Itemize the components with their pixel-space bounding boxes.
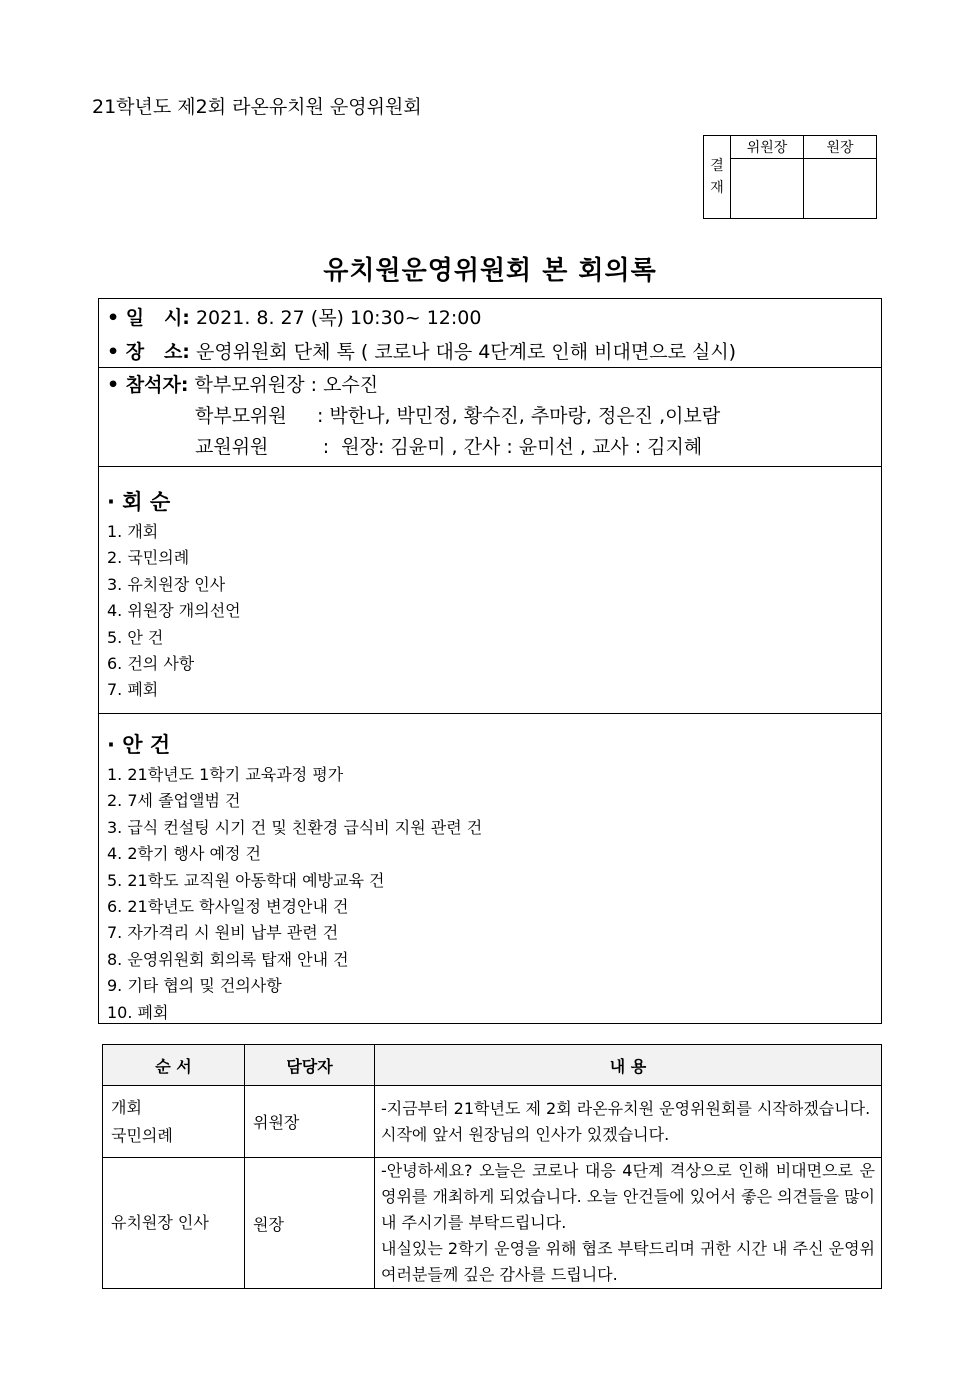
attendees-label: • 참석자:: [107, 374, 189, 396]
approval-label: [704, 136, 731, 219]
schedule-header-order: 순 서: [103, 1045, 245, 1086]
place-row: [107, 335, 881, 369]
agenda-heading: · 안 건: [107, 733, 171, 757]
date-place-section: [99, 299, 881, 368]
agenda-section: [99, 714, 881, 1023]
attendees-section: [99, 368, 881, 467]
date-value: 2021. 8. 27 (목) 10:30~ 12:00: [189, 307, 482, 329]
list-item: 3. 유치원장 인사: [107, 574, 226, 594]
meeting-label: 21학년도 제2회 라온유치원 운영위원회: [92, 96, 422, 118]
schedule-person-cell: 원장: [245, 1158, 375, 1289]
order-heading: · 회 순: [107, 490, 171, 514]
approval-jae: 재: [710, 180, 724, 196]
list-item: 5. 21학도 교직원 아동학대 예방교육 건: [107, 870, 385, 890]
schedule-content-cell: [375, 1086, 882, 1158]
list-item: 7. 자가격리 시 원비 납부 관련 건: [107, 923, 339, 943]
approval-col-director: 원장: [804, 136, 877, 159]
list-item: 5. 안 건: [107, 627, 164, 647]
list-item: 6. 건의 사항: [107, 653, 195, 673]
approval-gyeol: 결: [710, 158, 724, 174]
content-line: 시작에 앞서 원장님의 인사가 있겠습니다.: [381, 1124, 670, 1144]
list-item: 2. 7세 졸업앨범 건: [107, 791, 241, 811]
list-item: 8. 운영위원회 회의록 탑재 안내 건: [107, 949, 349, 969]
place-value: 운영위원회 단체 톡 ( 코로나 대응 4단계로 인해 비대면으로 실시): [189, 341, 737, 363]
list-item: 7. 폐회: [107, 680, 159, 700]
schedule-order-cell: [103, 1086, 245, 1158]
order-line: 유치원장 인사: [111, 1213, 209, 1232]
schedule-header-person: 담당자: [245, 1045, 375, 1086]
list-item: 6. 21학년도 학사일정 변경안내 건: [107, 896, 349, 916]
content-line: -안녕하세요? 오늘은 코로나 대응 4단계 격상으로 인해 비대면으로 운영위를 개최하게 되었습니다. 오늘 안건들에 있어서 좋은 의견들을 많이 내 주시기를 부탁드립니다.: [381, 1161, 875, 1232]
approval-sign-director: [804, 159, 877, 219]
approval-box: [703, 135, 877, 219]
schedule-content-cell: [375, 1158, 882, 1289]
info-box: [98, 298, 882, 1024]
approval-sign-chair: [731, 159, 804, 219]
place-label: • 장 소:: [107, 341, 190, 363]
list-item: 1. 개회: [107, 522, 159, 541]
order-section: [99, 467, 881, 714]
schedule-person-cell: 위원장: [245, 1086, 375, 1158]
list-item: 1. 21학년도 1학기 교육과정 평가: [107, 765, 344, 784]
content-line: 내실있는 2학기 운영을 위해 협조 부탁드리며 귀한 시간 내 주신 운영위 여러분들께 깊은 감사를 드립니다.: [381, 1239, 875, 1284]
date-row: [107, 301, 881, 335]
list-item: 4. 위원장 개의선언: [107, 601, 241, 621]
date-label: • 일 시:: [107, 307, 190, 329]
schedule-table: [102, 1044, 882, 1289]
list-item: 2. 국민의례: [107, 548, 190, 568]
list-item: 10. 폐회: [107, 1002, 169, 1022]
order-line: 개회: [111, 1097, 142, 1117]
attendees-line-1: 학부모위원장 : 오수진: [188, 374, 379, 396]
schedule-order-cell: [103, 1158, 245, 1289]
table-row: [103, 1086, 882, 1158]
content-line: -지금부터 21학년도 제 2회 라온유치원 운영위원회를 시작하겠습니다.: [381, 1098, 871, 1118]
attendees-line-3: 교원위원 : 원장: 김윤미 , 간사 : 윤미선 , 교사 : 김지혜: [195, 436, 703, 458]
approval-col-chair: 위원장: [731, 136, 804, 159]
schedule-header-content: 내 용: [375, 1045, 882, 1086]
list-item: 3. 급식 컨설팅 시기 건 및 친환경 급식비 지원 관련 건: [107, 817, 483, 837]
attendees-row-1: [107, 370, 881, 401]
table-row: [103, 1158, 882, 1289]
list-item: 4. 2학기 행사 예정 건: [107, 844, 261, 864]
order-line: 국민의례: [111, 1125, 173, 1145]
list-item: 9. 기타 협의 및 건의사항: [107, 976, 282, 996]
schedule-header-row: [103, 1045, 882, 1086]
attendees-line-2: 학부모위원 : 박한나, 박민정, 황수진, 추마랑, 정은진 ,이보람: [195, 405, 721, 427]
document-title: 유치원운영위원회 본 회의록: [323, 256, 657, 286]
